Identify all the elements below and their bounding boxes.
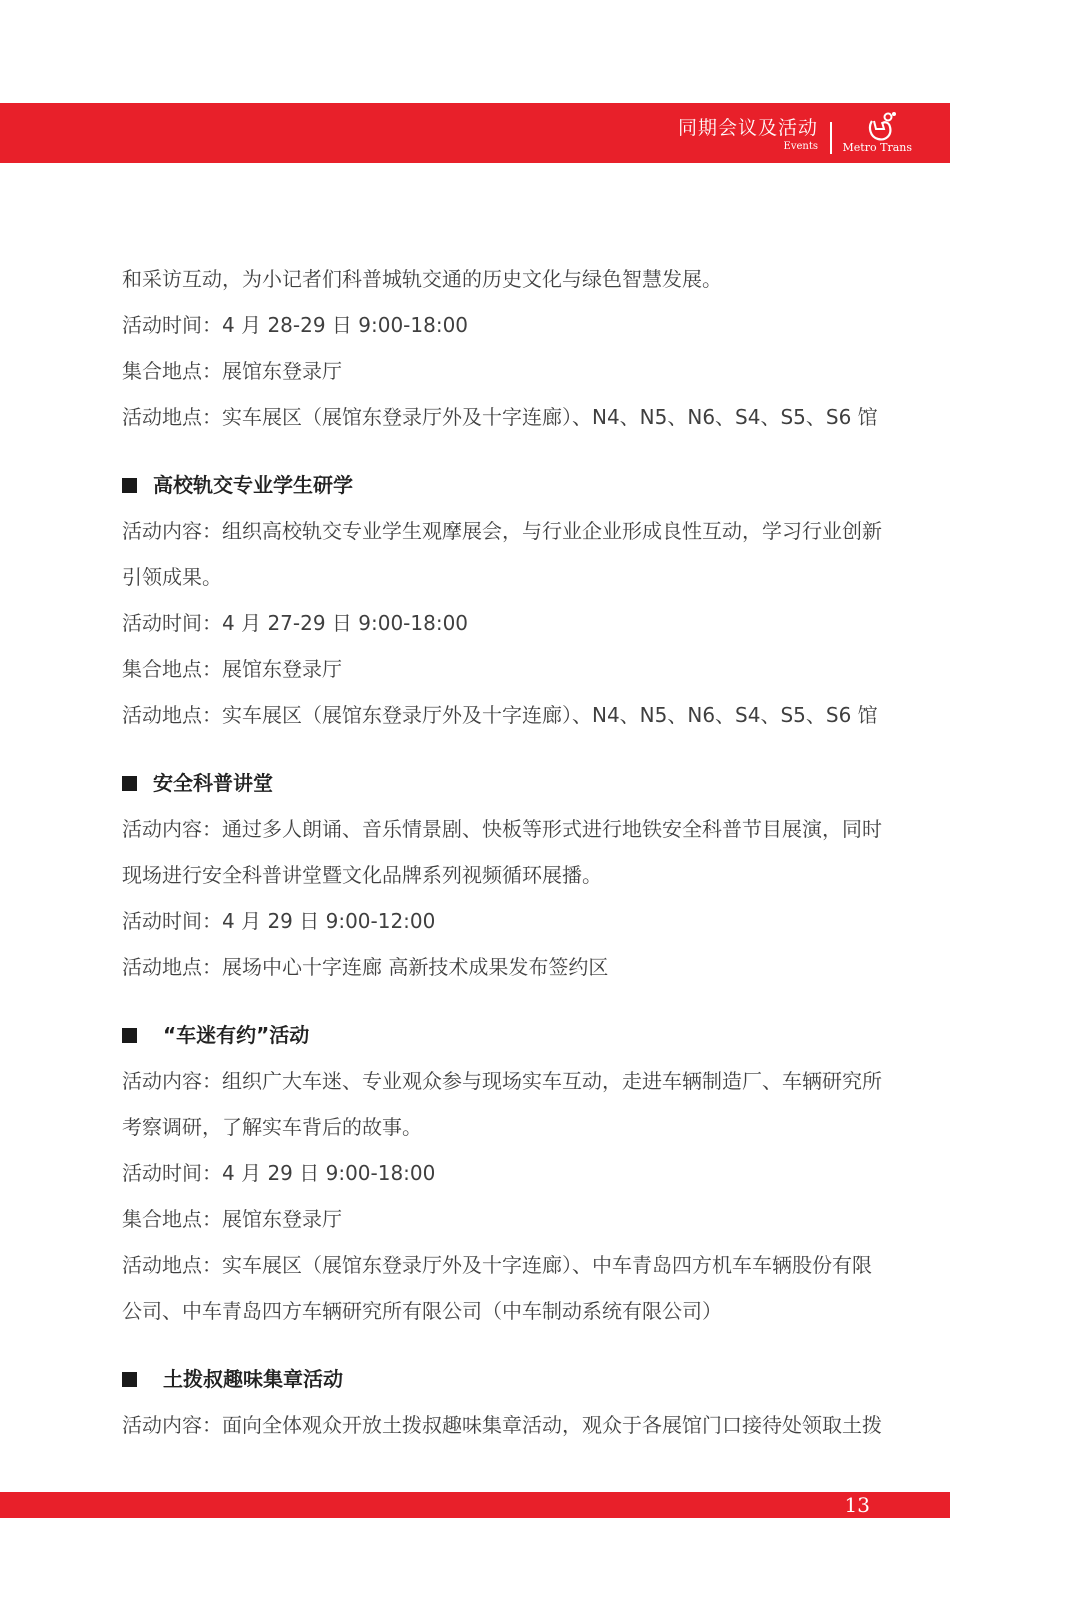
section-train-fans <box>122 1012 952 1334</box>
section-line: 活动地点：实车展区（展馆东登录厅外及十字连廊）、中车青岛四方机车车辆股份有限 <box>122 1253 872 1277</box>
section-title: 土拨叔趣味集章活动 <box>122 1356 952 1402</box>
square-bullet-icon <box>122 776 137 791</box>
header-title: 同期会议及活动 <box>677 117 818 139</box>
header-subtitle: Events <box>783 141 818 152</box>
section-title: 高校轨交专业学生研学 <box>122 462 952 508</box>
square-bullet-icon <box>122 1028 137 1043</box>
section-line: 活动地点：实车展区（展馆东登录厅外及十字连廊）、N4、N5、N6、S4、S5、S6 馆 <box>122 703 878 727</box>
page-number: 13 <box>844 1493 870 1517</box>
section-student-study <box>122 462 952 738</box>
section-line: 现场进行安全科普讲堂暨文化品牌系列视频循环展播。 <box>122 863 602 887</box>
intro-block <box>122 256 952 440</box>
intro-venue: 活动地点：实车展区（展馆东登录厅外及十字连廊）、N4、N5、N6、S4、S5、S6 馆 <box>122 405 878 429</box>
section-line: 活动地点：展场中心十字连廊 高新技术成果发布签约区 <box>122 955 609 979</box>
section-title: 安全科普讲堂 <box>122 760 952 806</box>
header-divider <box>830 122 832 154</box>
brand-name: Metro Trans <box>842 141 912 154</box>
square-bullet-icon <box>122 1372 137 1387</box>
section-safety-lecture <box>122 760 952 990</box>
intro-line: 和采访互动，为小记者们科普城轨交通的历史文化与绿色智慧发展。 <box>122 267 722 291</box>
section-line: 活动内容：组织广大车迷、专业观众参与现场实车互动，走进车辆制造厂、车辆研究所 <box>122 1069 882 1093</box>
section-line: 活动时间：4 月 29 日 9:00-12:00 <box>122 909 436 933</box>
section-title: “车迷有约”活动 <box>122 1012 952 1058</box>
section-stamp-collecting <box>122 1356 952 1448</box>
metro-trans-logo-icon <box>862 109 898 145</box>
section-line: 考察调研，了解实车背后的故事。 <box>122 1115 422 1139</box>
intro-time: 活动时间：4 月 28-29 日 9:00-18:00 <box>122 313 469 337</box>
section-line: 引领成果。 <box>122 565 222 589</box>
footer-band <box>0 1492 950 1518</box>
section-line: 活动时间：4 月 27-29 日 9:00-18:00 <box>122 611 469 635</box>
section-line: 活动内容：面向全体观众开放土拨叔趣味集章活动，观众于各展馆门口接待处领取土拨 <box>122 1413 882 1437</box>
intro-meeting-place: 集合地点：展馆东登录厅 <box>122 359 342 383</box>
page-content <box>122 256 952 1448</box>
section-line: 活动内容：通过多人朗诵、音乐情景剧、快板等形式进行地铁安全科普节目展演，同时 <box>122 817 882 841</box>
section-line: 集合地点：展馆东登录厅 <box>122 657 342 681</box>
section-line: 活动内容：组织高校轨交专业学生观摩展会，与行业企业形成良性互动，学习行业创新 <box>122 519 882 543</box>
section-line: 集合地点：展馆东登录厅 <box>122 1207 342 1231</box>
section-line: 活动时间：4 月 29 日 9:00-18:00 <box>122 1161 436 1185</box>
square-bullet-icon <box>122 478 137 493</box>
header-band <box>0 103 950 163</box>
section-line: 公司、中车青岛四方车辆研究所有限公司（中车制动系统有限公司） <box>122 1299 722 1323</box>
